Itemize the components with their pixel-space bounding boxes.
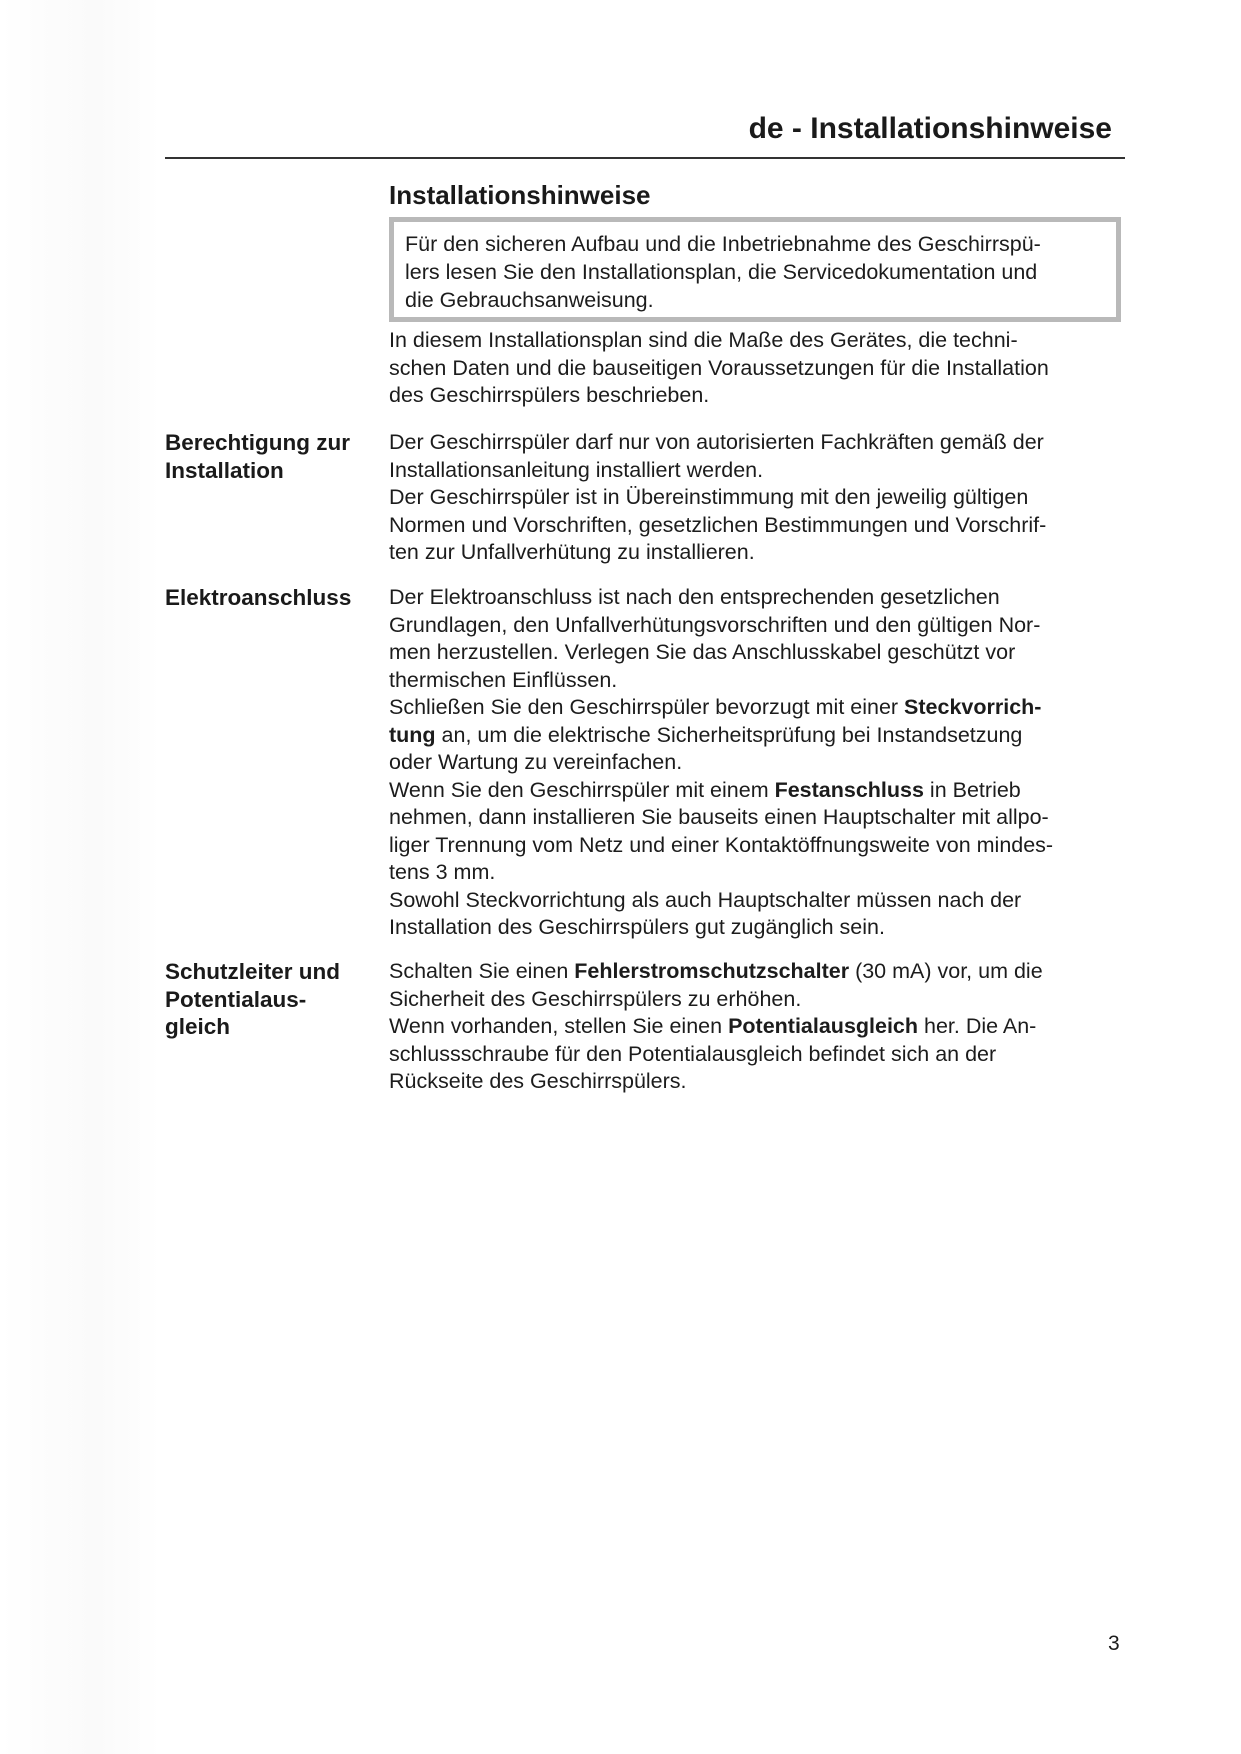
body-line: oder Wartung zu vereinfachen. <box>389 750 683 774</box>
body-line: Der Geschirrspüler ist in Übereinstimmung mit den jeweilig gültigen <box>389 485 1029 509</box>
page-number: 3 <box>1108 1632 1120 1655</box>
note-line: lers lesen Sie den Installationsplan, die Servicedokumentation und <box>405 260 1038 284</box>
body-line <box>389 1013 1129 1041</box>
text-run: Wenn Sie den Geschirrspüler mit einem <box>389 777 775 802</box>
text-run: (30 mA) vor, um die <box>849 959 1043 983</box>
bold-term: Fehlerstromschutzschalter <box>574 959 850 983</box>
body-line: schlussschraube für den Potentialausgleich befindet sich an der <box>389 1041 997 1066</box>
bold-term: tung <box>389 722 436 747</box>
bold-term: Steckvorrich- <box>904 695 1042 719</box>
body-line: Der Elektroanschluss ist nach den entsprechenden gesetzlichen <box>389 585 1000 609</box>
note-box <box>389 217 1121 322</box>
intro-line: schen Daten und die bauseitigen Voraussetzungen für die Installation <box>389 355 1049 380</box>
label-berechtigung <box>165 429 375 484</box>
body-line: Grundlagen, den Unfallverhütungsvorschriften und den gültigen Nor- <box>389 612 1041 637</box>
label-line: gleich <box>165 1014 231 1039</box>
note-line: Für den sicheren Aufbau und die Inbetriebnahme des Geschirrspü- <box>405 232 1041 256</box>
text-run: Wenn vorhanden, stellen Sie einen <box>389 1014 729 1038</box>
body-line <box>389 722 1129 750</box>
berechtigung-paragraph <box>389 429 1129 567</box>
body-line: Rückseite des Geschirrspülers. <box>389 1069 687 1093</box>
text-run: Schalten Sie einen <box>389 959 575 983</box>
body-line: Sowohl Steckvorrichtung als auch Hauptschalter müssen nach der <box>389 887 1022 912</box>
section-title: Installationshinweise <box>389 180 651 210</box>
label-line: Potentialaus- <box>165 986 307 1012</box>
body-line: tens 3 mm. <box>389 860 496 884</box>
intro-line: In diesem Installationsplan sind die Maße des Gerätes, die techni- <box>389 328 1018 352</box>
label-line: Berechtigung zur <box>165 430 351 455</box>
bold-term: Festanschluss <box>774 777 924 802</box>
body-line: Installation des Geschirrspülers gut zugänglich sein. <box>389 915 885 939</box>
intro-paragraph <box>389 327 1129 410</box>
label-elektroanschluss <box>165 584 375 612</box>
label-line: Elektroanschluss <box>165 585 352 610</box>
body-line: Sicherheit des Geschirrspülers zu erhöhen. <box>389 986 802 1011</box>
body-line <box>389 694 1129 722</box>
schutz-paragraph <box>389 958 1129 1096</box>
note-line: die Gebrauchsanweisung. <box>405 288 654 312</box>
label-schutzleiter <box>165 958 375 1041</box>
label-line: Installation <box>165 457 284 483</box>
body-line: Der Geschirrspüler darf nur von autorisierten Fachkräften gemäß der <box>389 430 1044 454</box>
text-run: her. Die An- <box>918 1014 1037 1038</box>
body-line <box>389 958 1129 986</box>
page-edge-shade <box>0 0 160 1754</box>
header-divider <box>165 157 1125 159</box>
body-line: Installationsanleitung installiert werden. <box>389 457 764 482</box>
elektro-paragraph <box>389 584 1129 942</box>
text-run: an, um die elektrische Sicherheitsprüfung bei Instandsetzung <box>435 722 1023 747</box>
text-run: in Betrieb <box>923 777 1021 802</box>
body-line: liger Trennung vom Netz und einer Kontaktöffnungsweite von mindes- <box>389 832 1054 857</box>
label-line: Schutzleiter und <box>165 959 341 984</box>
page-header-title: de - Installationshinweise <box>748 112 1112 145</box>
body-line: ten zur Unfallverhütung zu installieren. <box>389 540 755 564</box>
body-line: men herzustellen. Verlegen Sie das Anschlusskabel geschützt vor <box>389 640 1016 664</box>
body-line: nehmen, dann installieren Sie bauseits einen Hauptschalter mit allpo- <box>389 805 1049 829</box>
body-line: Normen und Vorschriften, gesetzlichen Bestimmungen und Vorschrif- <box>389 512 1047 537</box>
text-run: Schließen Sie den Geschirrspüler bevorzugt mit einer <box>389 695 905 719</box>
body-line: thermischen Einflüssen. <box>389 667 618 692</box>
intro-line: des Geschirrspülers beschrieben. <box>389 383 710 407</box>
bold-term: Potentialausgleich <box>728 1014 919 1038</box>
body-line <box>389 777 1129 805</box>
